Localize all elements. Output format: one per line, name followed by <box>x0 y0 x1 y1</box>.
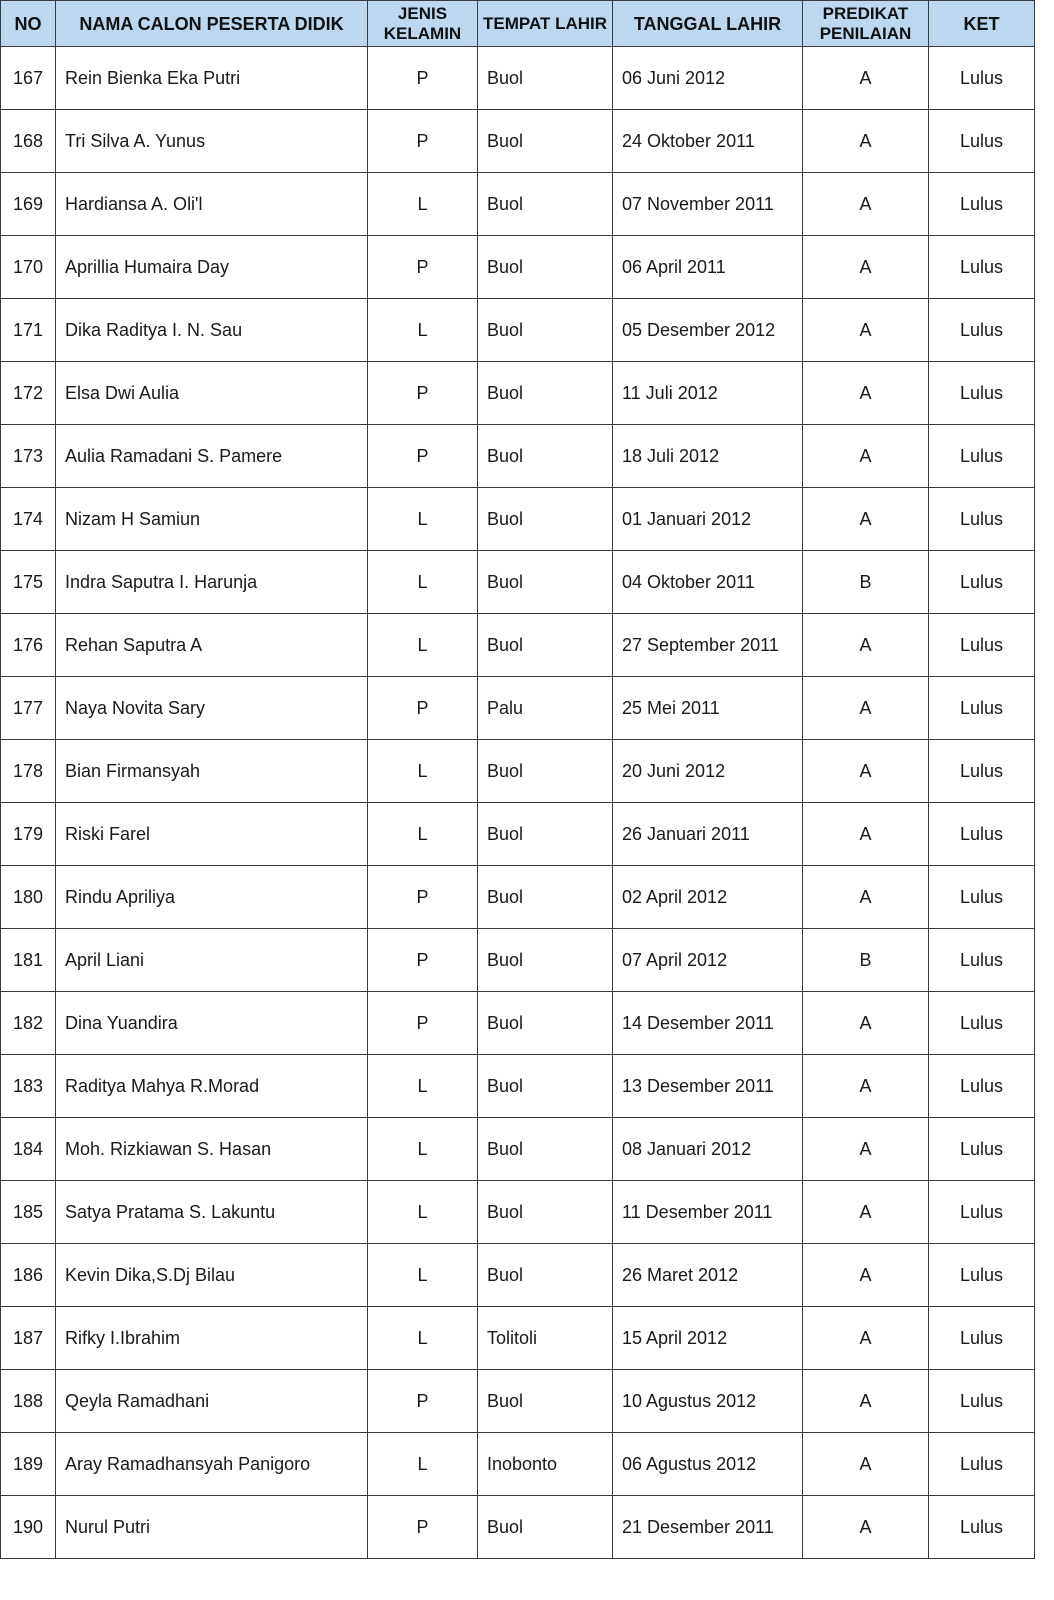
cell-no: 177 <box>1 677 56 740</box>
cell-sex: P <box>368 929 478 992</box>
cell-birthdate: 11 Desember 2011 <box>613 1181 803 1244</box>
cell-name: Rindu Apriliya <box>56 866 368 929</box>
table-row <box>1 1055 1035 1118</box>
cell-birthplace: Buol <box>478 47 613 110</box>
table-row <box>1 929 1035 992</box>
cell-birthplace: Buol <box>478 425 613 488</box>
cell-birthplace: Buol <box>478 1244 613 1307</box>
cell-no: 167 <box>1 47 56 110</box>
table-row <box>1 425 1035 488</box>
table-row <box>1 803 1035 866</box>
cell-birthplace: Buol <box>478 488 613 551</box>
cell-birthplace: Buol <box>478 614 613 677</box>
cell-status: Lulus <box>929 1181 1035 1244</box>
table-row <box>1 488 1035 551</box>
cell-name: Hardiansa A. Oli'l <box>56 173 368 236</box>
table-row <box>1 1244 1035 1307</box>
cell-no: 176 <box>1 614 56 677</box>
cell-status: Lulus <box>929 110 1035 173</box>
cell-birthdate: 20 Juni 2012 <box>613 740 803 803</box>
cell-sex: L <box>368 1055 478 1118</box>
cell-birthplace: Buol <box>478 929 613 992</box>
cell-birthdate: 02 April 2012 <box>613 866 803 929</box>
cell-grade: A <box>803 992 929 1055</box>
cell-birthplace: Buol <box>478 1118 613 1181</box>
cell-grade: A <box>803 1307 929 1370</box>
cell-birthplace: Buol <box>478 110 613 173</box>
cell-no: 178 <box>1 740 56 803</box>
cell-sex: P <box>368 866 478 929</box>
cell-grade: A <box>803 677 929 740</box>
cell-no: 180 <box>1 866 56 929</box>
cell-birthdate: 01 Januari 2012 <box>613 488 803 551</box>
cell-no: 172 <box>1 362 56 425</box>
cell-no: 184 <box>1 1118 56 1181</box>
cell-sex: L <box>368 1181 478 1244</box>
cell-grade: A <box>803 866 929 929</box>
cell-birthplace: Buol <box>478 803 613 866</box>
cell-sex: P <box>368 1370 478 1433</box>
table-row <box>1 299 1035 362</box>
cell-status: Lulus <box>929 1307 1035 1370</box>
cell-no: 179 <box>1 803 56 866</box>
cell-no: 170 <box>1 236 56 299</box>
header-grade: PREDIKAT PENILAIAN <box>803 1 929 47</box>
cell-status: Lulus <box>929 47 1035 110</box>
table-row <box>1 551 1035 614</box>
cell-grade: A <box>803 236 929 299</box>
cell-birthdate: 06 April 2011 <box>613 236 803 299</box>
cell-name: Aray Ramadhansyah Panigoro <box>56 1433 368 1496</box>
cell-no: 173 <box>1 425 56 488</box>
cell-birthdate: 06 Agustus 2012 <box>613 1433 803 1496</box>
header-name: NAMA CALON PESERTA DIDIK <box>56 1 368 47</box>
cell-grade: B <box>803 929 929 992</box>
cell-name: Qeyla Ramadhani <box>56 1370 368 1433</box>
cell-grade: A <box>803 488 929 551</box>
cell-birthplace: Buol <box>478 299 613 362</box>
cell-name: Rein Bienka Eka Putri <box>56 47 368 110</box>
cell-birthdate: 14 Desember 2011 <box>613 992 803 1055</box>
cell-name: Nurul Putri <box>56 1496 368 1559</box>
cell-birthplace: Palu <box>478 677 613 740</box>
cell-birthdate: 26 Maret 2012 <box>613 1244 803 1307</box>
cell-status: Lulus <box>929 362 1035 425</box>
cell-birthdate: 06 Juni 2012 <box>613 47 803 110</box>
cell-no: 186 <box>1 1244 56 1307</box>
header-no: NO <box>1 1 56 47</box>
table-row <box>1 1496 1035 1559</box>
cell-no: 187 <box>1 1307 56 1370</box>
cell-sex: P <box>368 236 478 299</box>
cell-birthplace: Buol <box>478 866 613 929</box>
cell-name: Aprillia Humaira Day <box>56 236 368 299</box>
table-row <box>1 236 1035 299</box>
cell-status: Lulus <box>929 929 1035 992</box>
header-ket: KET <box>929 1 1035 47</box>
cell-birthplace: Tolitoli <box>478 1307 613 1370</box>
table-row <box>1 1370 1035 1433</box>
cell-status: Lulus <box>929 614 1035 677</box>
cell-birthplace: Buol <box>478 1496 613 1559</box>
table-row <box>1 1118 1035 1181</box>
cell-name: Aulia Ramadani S. Pamere <box>56 425 368 488</box>
cell-status: Lulus <box>929 992 1035 1055</box>
cell-birthdate: 11 Juli 2012 <box>613 362 803 425</box>
cell-sex: L <box>368 551 478 614</box>
cell-grade: A <box>803 47 929 110</box>
cell-status: Lulus <box>929 236 1035 299</box>
cell-name: Nizam H Samiun <box>56 488 368 551</box>
cell-sex: L <box>368 488 478 551</box>
cell-birthdate: 04 Oktober 2011 <box>613 551 803 614</box>
header-date: TANGGAL LAHIR <box>613 1 803 47</box>
cell-sex: L <box>368 1433 478 1496</box>
cell-status: Lulus <box>929 425 1035 488</box>
cell-grade: A <box>803 173 929 236</box>
cell-birthdate: 21 Desember 2011 <box>613 1496 803 1559</box>
cell-birthplace: Buol <box>478 551 613 614</box>
cell-no: 183 <box>1 1055 56 1118</box>
table-row <box>1 992 1035 1055</box>
cell-name: Riski Farel <box>56 803 368 866</box>
cell-sex: L <box>368 1118 478 1181</box>
cell-status: Lulus <box>929 1370 1035 1433</box>
table-row <box>1 173 1035 236</box>
cell-grade: A <box>803 1118 929 1181</box>
cell-grade: A <box>803 803 929 866</box>
cell-name: Kevin Dika,S.Dj Bilau <box>56 1244 368 1307</box>
cell-no: 171 <box>1 299 56 362</box>
cell-status: Lulus <box>929 1055 1035 1118</box>
cell-status: Lulus <box>929 299 1035 362</box>
cell-no: 169 <box>1 173 56 236</box>
cell-birthplace: Buol <box>478 740 613 803</box>
table-row <box>1 614 1035 677</box>
cell-birthdate: 24 Oktober 2011 <box>613 110 803 173</box>
table-row <box>1 47 1035 110</box>
cell-birthdate: 05 Desember 2012 <box>613 299 803 362</box>
cell-status: Lulus <box>929 1496 1035 1559</box>
cell-birthplace: Buol <box>478 1055 613 1118</box>
cell-birthdate: 13 Desember 2011 <box>613 1055 803 1118</box>
cell-grade: A <box>803 299 929 362</box>
cell-name: Moh. Rizkiawan S. Hasan <box>56 1118 368 1181</box>
cell-sex: L <box>368 740 478 803</box>
cell-sex: P <box>368 110 478 173</box>
table-body <box>1 47 1035 1559</box>
header-place: TEMPAT LAHIR <box>478 1 613 47</box>
table-header-row <box>1 1 1035 47</box>
cell-grade: A <box>803 1370 929 1433</box>
cell-grade: A <box>803 1433 929 1496</box>
cell-birthdate: 15 April 2012 <box>613 1307 803 1370</box>
cell-name: Elsa Dwi Aulia <box>56 362 368 425</box>
cell-status: Lulus <box>929 173 1035 236</box>
cell-birthplace: Buol <box>478 362 613 425</box>
cell-birthdate: 18 Juli 2012 <box>613 425 803 488</box>
cell-birthplace: Inobonto <box>478 1433 613 1496</box>
cell-no: 175 <box>1 551 56 614</box>
cell-grade: B <box>803 551 929 614</box>
cell-birthplace: Buol <box>478 992 613 1055</box>
cell-status: Lulus <box>929 1118 1035 1181</box>
cell-grade: A <box>803 425 929 488</box>
cell-grade: A <box>803 1055 929 1118</box>
cell-status: Lulus <box>929 1244 1035 1307</box>
cell-name: Naya Novita Sary <box>56 677 368 740</box>
cell-grade: A <box>803 1244 929 1307</box>
cell-status: Lulus <box>929 740 1035 803</box>
cell-sex: L <box>368 1244 478 1307</box>
cell-birthplace: Buol <box>478 173 613 236</box>
cell-sex: P <box>368 677 478 740</box>
table-row <box>1 866 1035 929</box>
cell-birthplace: Buol <box>478 1370 613 1433</box>
cell-status: Lulus <box>929 803 1035 866</box>
cell-name: Tri Silva A. Yunus <box>56 110 368 173</box>
table-row <box>1 362 1035 425</box>
cell-grade: A <box>803 110 929 173</box>
cell-no: 188 <box>1 1370 56 1433</box>
cell-no: 190 <box>1 1496 56 1559</box>
cell-no: 168 <box>1 110 56 173</box>
cell-grade: A <box>803 1496 929 1559</box>
cell-name: Indra Saputra I. Harunja <box>56 551 368 614</box>
cell-sex: L <box>368 299 478 362</box>
cell-status: Lulus <box>929 488 1035 551</box>
cell-sex: L <box>368 1307 478 1370</box>
cell-sex: L <box>368 803 478 866</box>
cell-no: 174 <box>1 488 56 551</box>
cell-sex: P <box>368 362 478 425</box>
cell-name: Dina Yuandira <box>56 992 368 1055</box>
table-row <box>1 677 1035 740</box>
header-sex: JENIS KELAMIN <box>368 1 478 47</box>
cell-birthdate: 10 Agustus 2012 <box>613 1370 803 1433</box>
cell-grade: A <box>803 614 929 677</box>
table-row <box>1 1433 1035 1496</box>
cell-birthplace: Buol <box>478 1181 613 1244</box>
cell-status: Lulus <box>929 677 1035 740</box>
cell-sex: L <box>368 173 478 236</box>
cell-sex: P <box>368 47 478 110</box>
cell-name: Rifky I.Ibrahim <box>56 1307 368 1370</box>
cell-grade: A <box>803 362 929 425</box>
cell-birthplace: Buol <box>478 236 613 299</box>
cell-birthdate: 27 September 2011 <box>613 614 803 677</box>
table-row <box>1 740 1035 803</box>
cell-sex: L <box>368 614 478 677</box>
cell-birthdate: 07 April 2012 <box>613 929 803 992</box>
cell-birthdate: 07 November 2011 <box>613 173 803 236</box>
table-row <box>1 110 1035 173</box>
cell-birthdate: 08 Januari 2012 <box>613 1118 803 1181</box>
cell-sex: P <box>368 992 478 1055</box>
cell-no: 182 <box>1 992 56 1055</box>
cell-sex: P <box>368 1496 478 1559</box>
cell-birthdate: 26 Januari 2011 <box>613 803 803 866</box>
cell-grade: A <box>803 740 929 803</box>
cell-name: Dika Raditya I. N. Sau <box>56 299 368 362</box>
cell-no: 181 <box>1 929 56 992</box>
cell-no: 185 <box>1 1181 56 1244</box>
cell-grade: A <box>803 1181 929 1244</box>
cell-name: Rehan Saputra A <box>56 614 368 677</box>
cell-name: Satya Pratama S. Lakuntu <box>56 1181 368 1244</box>
cell-no: 189 <box>1 1433 56 1496</box>
cell-status: Lulus <box>929 866 1035 929</box>
cell-birthdate: 25 Mei 2011 <box>613 677 803 740</box>
cell-sex: P <box>368 425 478 488</box>
cell-name: Raditya Mahya R.Morad <box>56 1055 368 1118</box>
table-row <box>1 1181 1035 1244</box>
cell-name: Bian Firmansyah <box>56 740 368 803</box>
cell-status: Lulus <box>929 1433 1035 1496</box>
cell-name: April Liani <box>56 929 368 992</box>
cell-status: Lulus <box>929 551 1035 614</box>
table-row <box>1 1307 1035 1370</box>
